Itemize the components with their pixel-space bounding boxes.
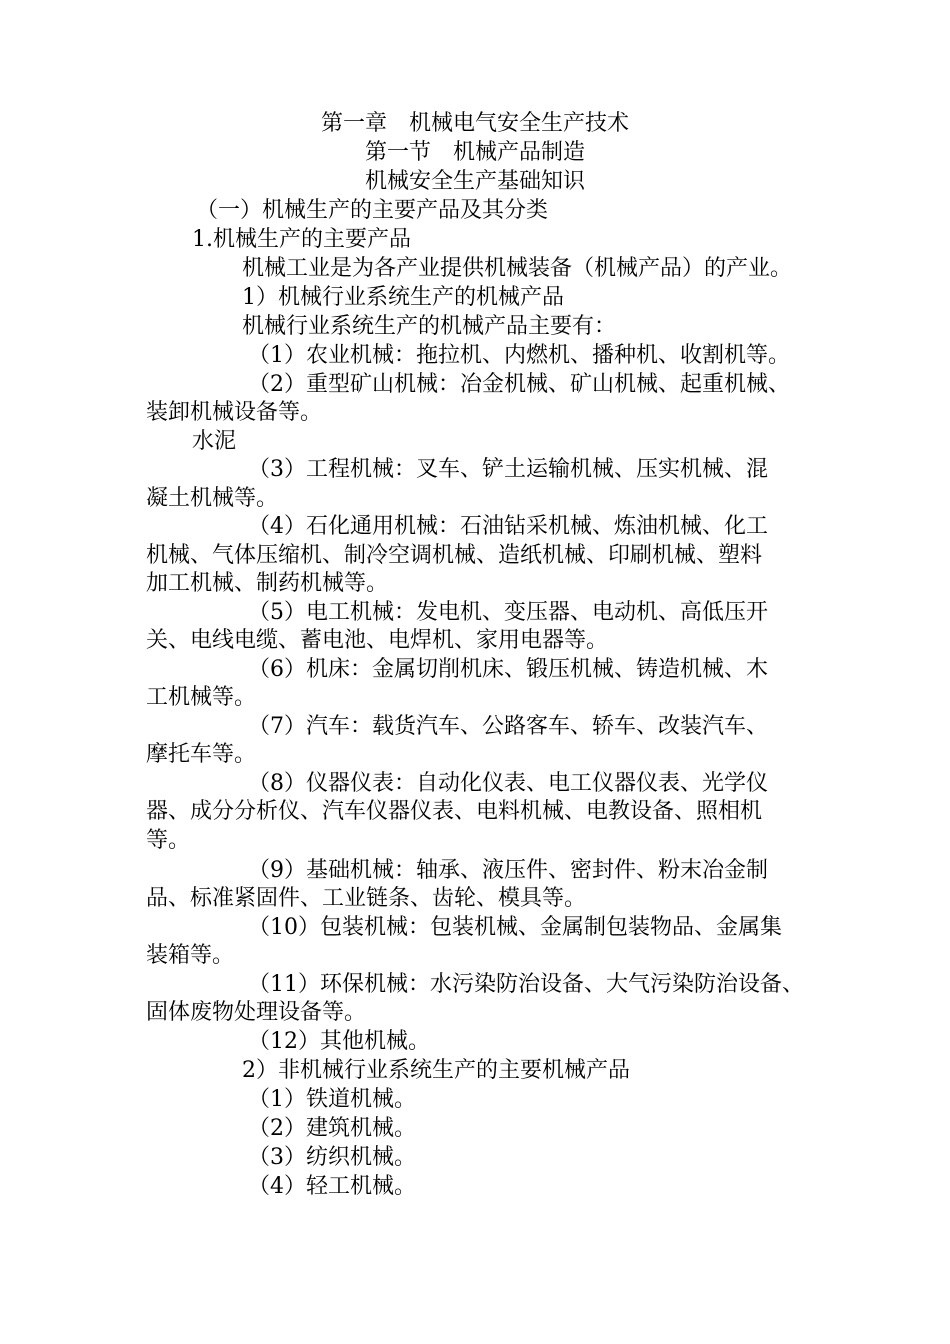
list-item-continuation: 装箱等。 bbox=[146, 943, 235, 968]
list-intro: 机械行业系统生产的机械产品主要有： bbox=[242, 314, 617, 339]
list-item: （8）仪器仪表：自动化仪表、电工仪器仪表、光学仪 bbox=[248, 771, 768, 796]
list-item: （7）汽车：载货汽车、公路客车、轿车、改装汽车、 bbox=[248, 714, 768, 739]
list-item: （4）轻工机械。 bbox=[248, 1174, 416, 1199]
list-heading-1: 1）机械行业系统生产的机械产品 bbox=[242, 285, 564, 310]
list-item-continuation: 工机械等。 bbox=[146, 685, 257, 710]
list-item-continuation: 摩托车等。 bbox=[146, 742, 257, 767]
list-item-continuation: 机械、气体压缩机、制冷空调机械、造纸机械、印刷机械、塑料 bbox=[146, 543, 763, 568]
list-item-continuation: 加工机械、制药机械等。 bbox=[146, 571, 389, 596]
list-item: （6）机床：金属切削机床、锻压机械、铸造机械、木 bbox=[248, 657, 768, 682]
list-item: （3）纺织机械。 bbox=[248, 1145, 416, 1170]
list-item: （11）环保机械：水污染防治设备、大气污染防治设备、 bbox=[248, 972, 804, 997]
part-heading: （一）机械生产的主要产品及其分类 bbox=[196, 198, 549, 223]
list-item: （2）重型矿山机械：冶金机械、矿山机械、起重机械、 bbox=[248, 372, 790, 397]
intro-paragraph: 机械工业是为各产业提供机械装备（机械产品）的产业。 bbox=[242, 256, 793, 281]
list-item-continuation: 固体废物处理设备等。 bbox=[146, 1000, 367, 1025]
chapter-title: 第一章 机械电气安全生产技术 bbox=[320, 111, 629, 136]
sub-heading: 1.机械生产的主要产品 bbox=[192, 227, 411, 252]
list-item: （1）农业机械：拖拉机、内燃机、播种机、收割机等。 bbox=[248, 343, 790, 368]
list-item: （2）建筑机械。 bbox=[248, 1116, 416, 1141]
list-item: （12）其他机械。 bbox=[248, 1029, 430, 1054]
list-item-continuation: 装卸机械设备等。 bbox=[146, 400, 323, 425]
section-title: 第一节 机械产品制造 bbox=[364, 140, 585, 165]
list-item-continuation: 凝土机械等。 bbox=[146, 486, 279, 511]
list-item-continuation: 等。 bbox=[146, 828, 191, 853]
note-text: 水泥 bbox=[192, 429, 237, 454]
list-item-continuation: 关、电线电缆、蓄电池、电焊机、家用电器等。 bbox=[146, 628, 609, 653]
list-item-continuation: 品、标准紧固件、工业链条、齿轮、模具等。 bbox=[146, 886, 587, 911]
list-item: （9）基础机械：轴承、液压件、密封件、粉末冶金制 bbox=[248, 858, 768, 883]
subsection-title: 机械安全生产基础知识 bbox=[364, 169, 585, 194]
list-item-continuation: 器、成分分析仪、汽车仪器仪表、电料机械、电教设备、照相机 bbox=[146, 799, 763, 824]
list-item: （1）铁道机械。 bbox=[248, 1087, 416, 1112]
list-item: （4）石化通用机械：石油钻采机械、炼油机械、化工 bbox=[248, 514, 768, 539]
list-item: （3）工程机械：叉车、铲土运输机械、压实机械、混 bbox=[248, 457, 768, 482]
list-item: （10）包装机械：包装机械、金属制包装物品、金属集 bbox=[248, 915, 782, 940]
list-item: （5）电工机械：发电机、变压器、电动机、高低压开 bbox=[248, 600, 768, 625]
list-heading-2: 2）非机械行业系统生产的主要机械产品 bbox=[242, 1058, 630, 1083]
